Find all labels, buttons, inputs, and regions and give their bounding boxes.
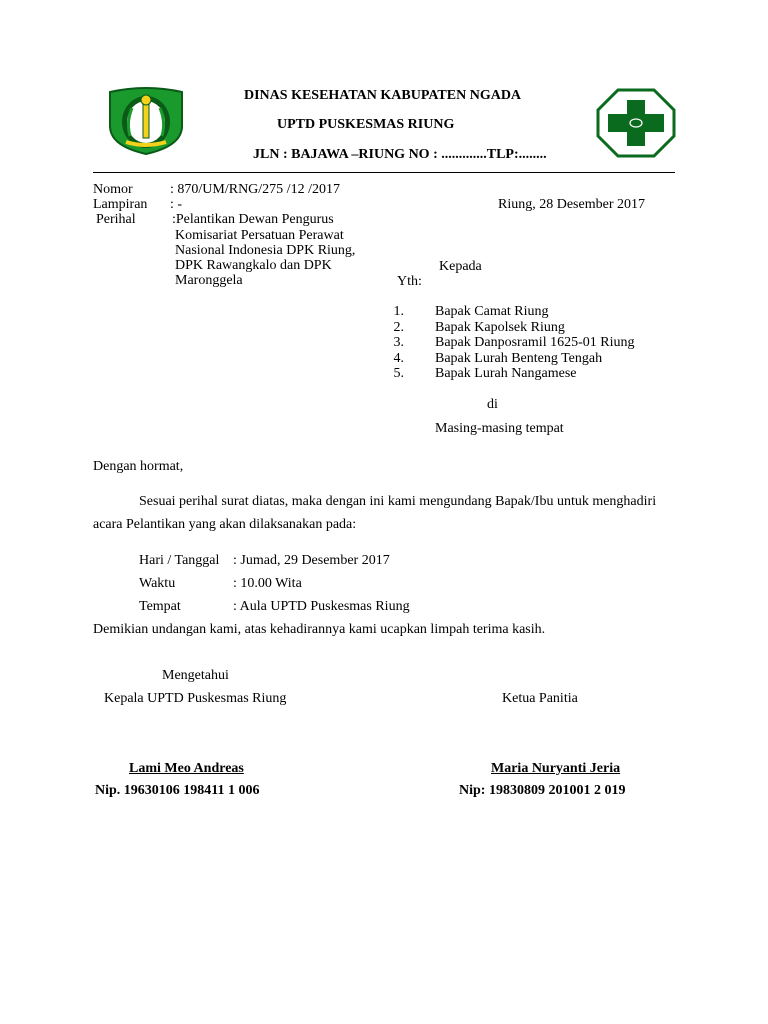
mengetahui-label: Mengetahui bbox=[162, 668, 229, 683]
list-item: 5. Bapak Lurah Nangamese bbox=[393, 366, 577, 381]
left-signatory-nip: Nip. 19630106 198411 1 006 bbox=[95, 783, 260, 798]
greeting: Dengan hormat, bbox=[93, 459, 184, 474]
perihal-label: Perihal bbox=[96, 212, 136, 227]
left-signatory-name: Lami Meo Andreas bbox=[129, 761, 244, 776]
detail-value: : 10.00 Wita bbox=[233, 576, 302, 591]
letter-date: Riung, 28 Desember 2017 bbox=[498, 197, 645, 212]
right-signatory-title: Ketua Panitia bbox=[502, 691, 578, 706]
detail-value: : Aula UPTD Puskesmas Riung bbox=[233, 599, 410, 614]
di-label: di bbox=[487, 397, 498, 412]
list-item: 3. Bapak Danposramil 1625-01 Riung bbox=[393, 335, 635, 350]
yth-label: Yth: bbox=[397, 274, 422, 289]
left-signatory-title: Kepala UPTD Puskesmas Riung bbox=[104, 691, 287, 706]
perihal-line: DPK Rawangkalo dan DPK bbox=[175, 258, 332, 273]
header-unit-name: UPTD PUSKESMAS RIUNG bbox=[277, 117, 455, 132]
header-agency-name: DINAS KESEHATAN KABUPATEN NGADA bbox=[244, 88, 522, 103]
detail-label: Waktu bbox=[139, 576, 176, 591]
intro-paragraph-line: acara Pelantikan yang akan dilaksanakan pada: bbox=[93, 517, 357, 532]
puskesmas-cross-logo bbox=[596, 88, 676, 158]
perihal-line: :Pelantikan Dewan Pengurus bbox=[172, 212, 334, 227]
detail-label: Hari / Tanggal bbox=[139, 553, 220, 568]
perihal-line: Maronggela bbox=[175, 273, 243, 288]
right-signatory-nip: Nip: 19830809 201001 2 019 bbox=[459, 783, 626, 798]
nomor-value: : 870/UM/RNG/275 /12 /2017 bbox=[170, 182, 340, 197]
detail-value: : Jumad, 29 Desember 2017 bbox=[233, 553, 390, 568]
lampiran-value: : - bbox=[170, 197, 183, 212]
recipient-place: Masing-masing tempat bbox=[435, 421, 564, 436]
kepada-label: Kepada bbox=[439, 259, 482, 274]
recipient-list bbox=[384, 304, 635, 382]
right-signatory-name: Maria Nuryanti Jeria bbox=[491, 761, 621, 776]
closing-paragraph: Demikian undangan kami, atas kehadirannya kami ucapkan limpah terima kasih. bbox=[93, 622, 546, 637]
regency-emblem-logo bbox=[106, 86, 186, 156]
list-item: 2. Bapak Kapolsek Riung bbox=[393, 319, 565, 335]
intro-paragraph-line: Sesuai perihal surat diatas, maka dengan ini kami mengundang Bapak/Ibu untuk menghadiri bbox=[139, 494, 657, 509]
lampiran-label: Lampiran bbox=[93, 197, 148, 212]
header-address: JLN : BAJAWA –RIUNG NO : .............TLP:........ bbox=[253, 147, 547, 162]
list-item: 4. Bapak Lurah Benteng Tengah bbox=[393, 350, 603, 366]
perihal-line: Komisariat Persatuan Perawat bbox=[175, 228, 344, 243]
nomor-label: Nomor bbox=[93, 182, 133, 197]
header-divider bbox=[93, 172, 675, 173]
perihal-line: Nasional Indonesia DPK Riung, bbox=[175, 243, 356, 258]
detail-label: Tempat bbox=[139, 599, 181, 614]
list-item: 1. Bapak Camat Riung bbox=[393, 304, 549, 319]
